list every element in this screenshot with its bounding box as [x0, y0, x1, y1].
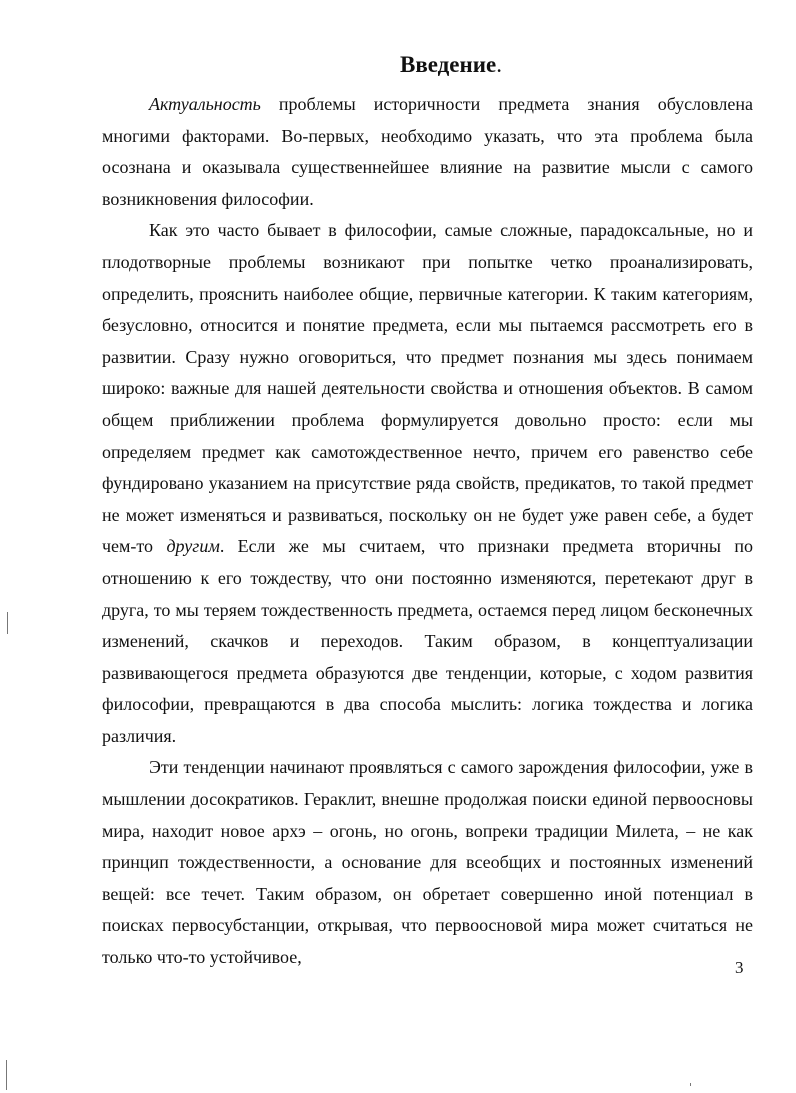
scan-mark: [6, 1060, 7, 1090]
italic-word: другим: [166, 536, 220, 557]
page-title-dot: .: [496, 52, 502, 77]
scan-mark: [7, 612, 8, 634]
page-number: 3: [735, 958, 744, 977]
page-title-text: Введение: [400, 52, 497, 77]
paragraph-subject-problem: [102, 215, 753, 752]
page-title: [0, 52, 796, 78]
paragraph-text-before: Как это часто бывает в философии, самые сложные, парадоксальные, но и плодотворные проблемы возникают при попытке четко проанализировать, определить, прояснить наиболее общие, первичные категории. К таким категориям, безусловно, относится и понятие предмета, если мы пытаемся рассмотреть его в развитии. Сразу нужно оговориться, что предмет познания мы здесь понимаем широко: важные для нашей деятельности свойства и отношения объектов. В самом общем приближении проблема формулируется довольно просто: если мы определяем предмет как самотождественное нечто, причем его равенство себе фундировано указанием на присутствие ряда свойств, предикатов, то такой предмет не может изменяться и развиваться, поскольку он не будет уже равен себе, а будет чем-то: [102, 220, 753, 557]
paragraph-relevance: [102, 89, 753, 215]
paragraph-text: Эти тенденции начинают проявляться с самого зарождения философии, уже в мышлении досократиков. Гераклит, внешне продолжая поиски единой первоосновы мира, находит новое архэ – огонь, но огонь, вопреки традиции Милета, – не как принцип тождественности, а основание для всеобщих и постоянных изменений вещей: все течет. Таким образом, он обретает совершенно иной потенциал в поисках первосубстанции, открывая, что первоосновой мира может считаться не только что-то устойчивое,: [102, 757, 753, 968]
body-text: [102, 89, 753, 974]
scan-mark: [690, 1083, 691, 1086]
paragraph-presocratics: [102, 752, 753, 973]
italic-lead-word: Актуальность: [149, 94, 261, 114]
paragraph-text-after: . Если же мы считаем, что признаки предмета вторичны по отношению к его тождеству, что они постоянно изменяются, перетекают друг в друга, то мы теряем тождественность предмета, остаемся перед лицом бесконечных изменений, скачков и переходов. Таким образом, в концептуализации развивающегося предмета образуются две тенденции, которые, с ходом развития философии, превращаются в два способа мыслить: логика тождества и логика различия.: [102, 536, 753, 746]
paragraph-text: проблемы историчности предмета знания обусловлена многими факторами. Во-первых, необходимо указать, что эта проблема была осознана и оказывала существеннейшее влияние на развитие мысли с самого возникновения философии.: [102, 94, 753, 209]
